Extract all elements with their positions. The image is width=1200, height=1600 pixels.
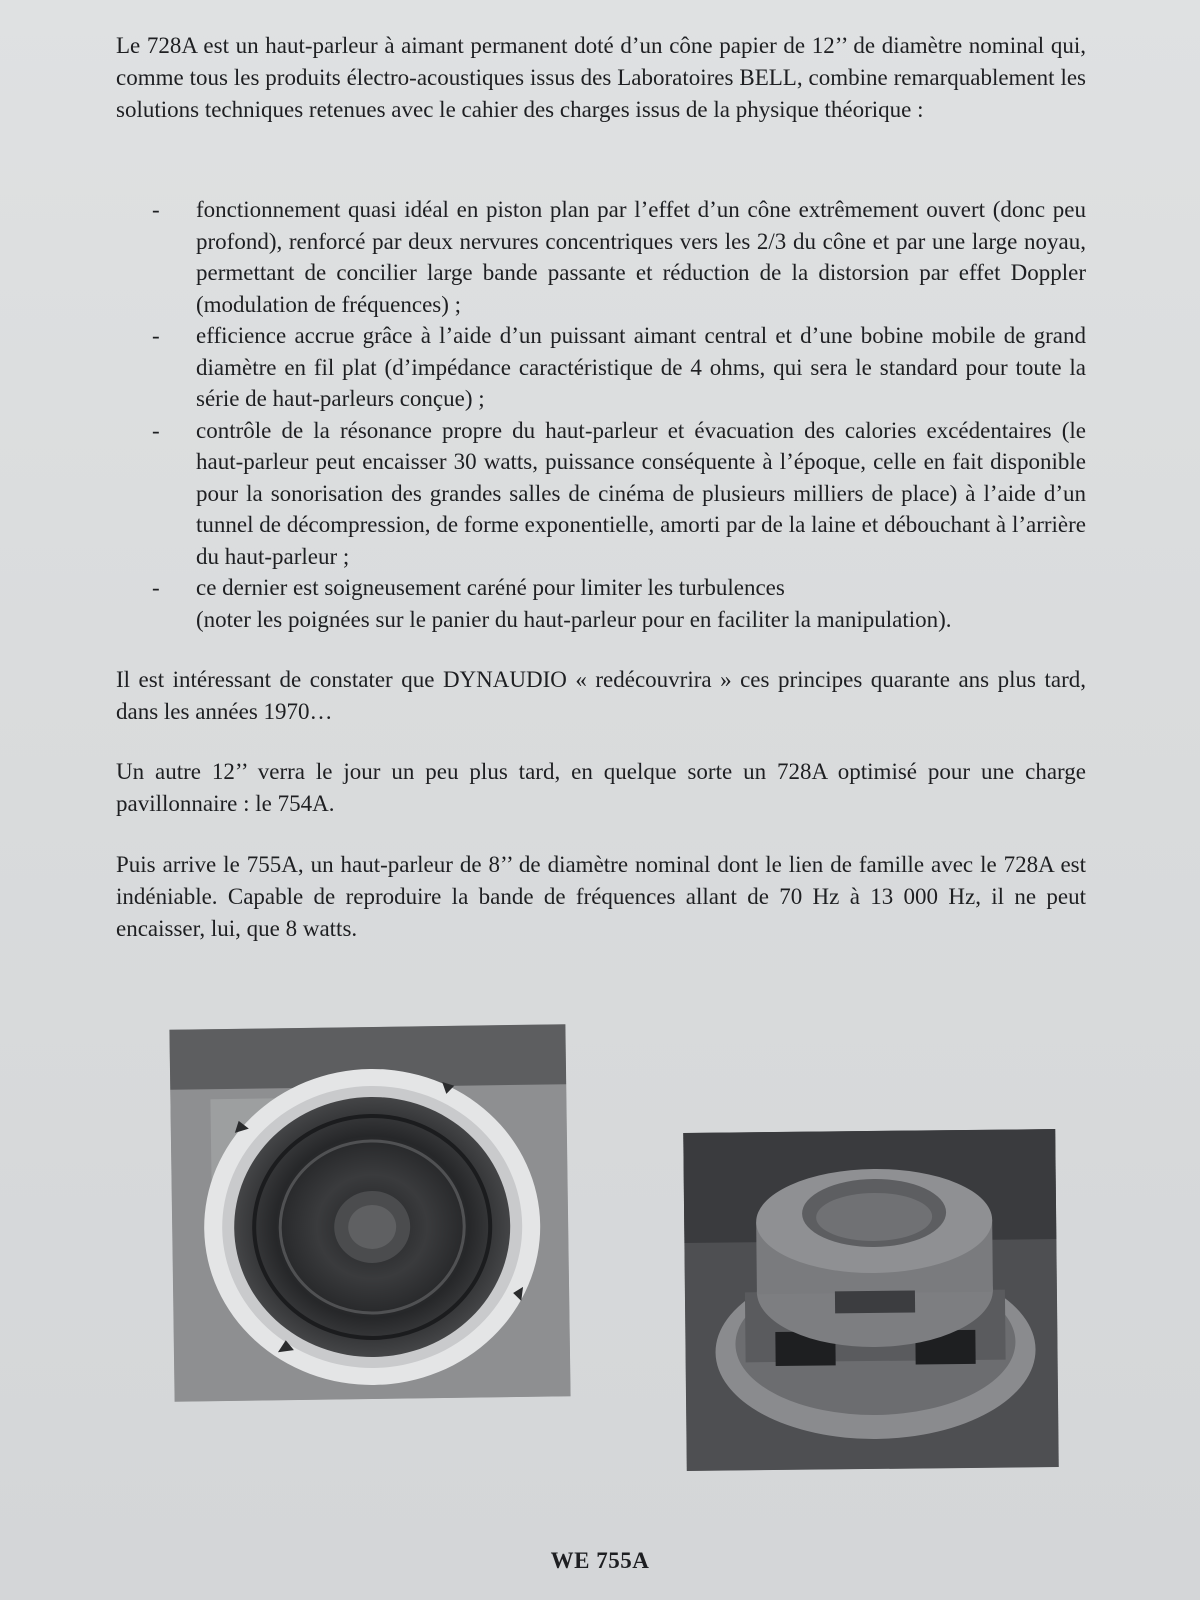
754a-paragraph: Un autre 12’’ verra le jour un peu plus tard, en quelque sorte un 728A optimisé pour une charge pavillonnaire : le 754A. bbox=[116, 759, 1086, 816]
list-item-note: (noter les poignées sur le panier du haut-parleur pour en faciliter la manipulation). bbox=[196, 606, 952, 632]
list-item-text: fonctionnement quasi idéal en piston plan par l’effet d’un cône extrêmement ouvert (donc peu profond), renforcé par deux nervures concentriques vers les 2/3 du cône et par une large noyau, permettant de concilier large bande passante et réduction de la distorsion par effet Doppler (modulation de fréquences) ; bbox=[196, 197, 1086, 317]
list-dash: - bbox=[152, 575, 160, 600]
speaker-front-illustration bbox=[169, 1024, 570, 1401]
list-item-text: ce dernier est soigneusement caréné pour limiter les turbulences bbox=[196, 575, 785, 600]
feature-list bbox=[116, 194, 1086, 635]
list-item bbox=[116, 415, 1086, 573]
list-item-text: contrôle de la résonance propre du haut-parleur et évacuation des calories excédentaires (le haut-parleur peut encaisser 30 watts, puissance conséquente à l’époque, celle en fait disponible pour la sonorisation des grandes salles de cinéma de plusieurs milliers de place) à l’aide d’un tunnel de décompression, de forme exponentielle, amorti par de la laine et débouchant à l’arrière du haut-parleur ; bbox=[196, 417, 1086, 569]
list-dash: - bbox=[152, 323, 160, 348]
list-item-text: efficience accrue grâce à l’aide d’un puissant aimant central et d’une bobine mobile de grand diamètre en fil plat (d’impédance caractéristique de 4 ohms, qui sera le standard pour toute la série de haut-parleurs conçue) ; bbox=[196, 323, 1086, 411]
list-item bbox=[116, 320, 1086, 415]
dynaudio-paragraph: Il est intéressant de constater que DYNAUDIO « redécouvrira » ces principes quarante ans plus tard, dans les années 1970… bbox=[116, 667, 1086, 724]
speaker-front-photo bbox=[169, 1024, 570, 1401]
755a-paragraph: Puis arrive le 755A, un haut-parleur de 8’’ de diamètre nominal dont le lien de famille avec le 728A est indéniable. Capable de reproduire la bande de fréquences allant de 70 Hz à 13 000 Hz, il ne peut encaisser, lui, que 8 watts. bbox=[116, 852, 1086, 941]
figure-caption: WE 755A bbox=[550, 1548, 650, 1573]
list-item bbox=[116, 572, 1086, 635]
list-dash: - bbox=[152, 417, 160, 443]
intro-paragraph: Le 728A est un haut-parleur à aimant permanent doté d’un cône papier de 12’’ de diamètre nominal qui, comme tous les produits électro-acoustiques issus des Laboratoires BELL, combine remarquablement les solutions techniques retenues avec le cahier des charges issus de la physique théorique : bbox=[116, 33, 1086, 122]
speaker-rear-illustration bbox=[683, 1129, 1059, 1471]
speaker-rear-photo bbox=[683, 1129, 1059, 1471]
list-item bbox=[116, 194, 1086, 320]
list-dash: - bbox=[152, 197, 160, 222]
